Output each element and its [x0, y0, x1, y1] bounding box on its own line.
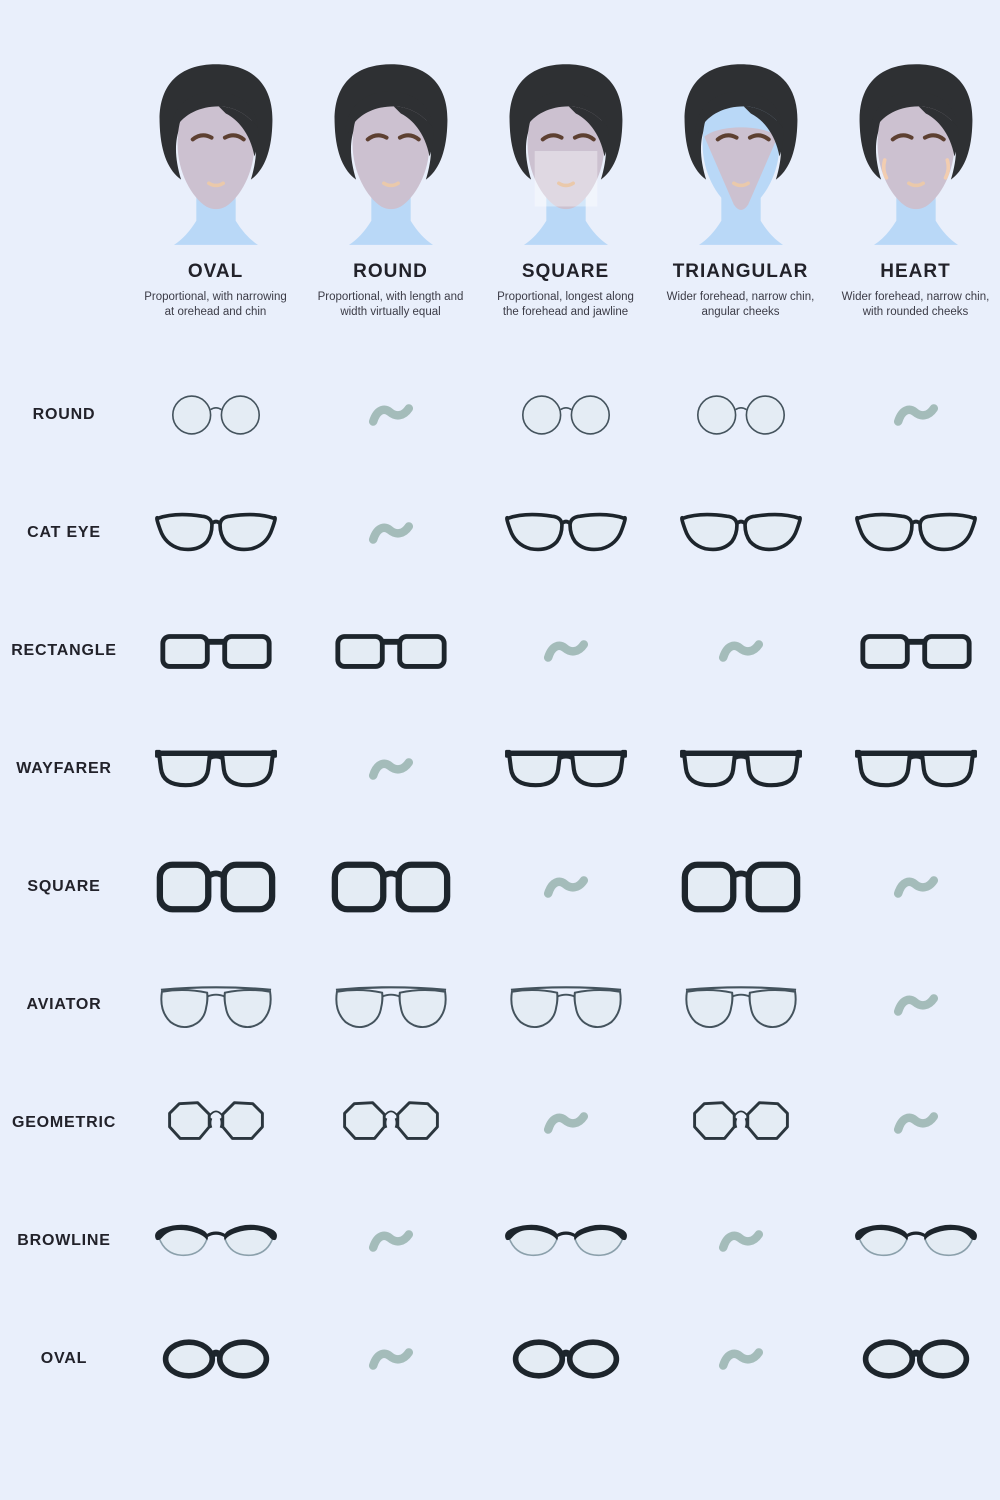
- square-glasses-icon: [128, 856, 303, 918]
- glasses-row-rectangle: [0, 592, 1000, 710]
- cat-eye-glasses-icon: [828, 503, 1000, 564]
- glasses-row-cat-eye: [0, 474, 1000, 592]
- not-suitable-tilde-icon: [828, 400, 1000, 430]
- glasses-type-label: OVAL: [40, 1350, 88, 1367]
- face-shape-column-round: [303, 58, 478, 320]
- glasses-row-wayfarer: [0, 710, 1000, 828]
- cat-eye-glasses-icon: [128, 503, 303, 564]
- rectangle-glasses-icon: [828, 622, 1000, 680]
- wayfarer-glasses-icon: [478, 740, 653, 799]
- browline-glasses-icon: [128, 1212, 303, 1271]
- face-shape-title: SQUARE: [521, 261, 610, 282]
- face-shape-column-heart: [828, 58, 1000, 320]
- geometric-glasses-icon: [303, 1094, 478, 1152]
- face-shape-title: ROUND: [353, 261, 428, 282]
- face-shapes-header: [0, 0, 1000, 320]
- glasses-row-oval: [0, 1300, 1000, 1418]
- not-suitable-tilde-icon: [303, 1226, 478, 1256]
- oval-glasses-icon: [478, 1331, 653, 1387]
- round-face-illustration: [303, 58, 478, 253]
- face-shape-description: Proportional, with length and width virtually equal: [317, 291, 464, 318]
- face-shape-column-triangular: [653, 58, 828, 320]
- oval-face-illustration: [128, 58, 303, 253]
- face-shape-title: HEART: [880, 261, 951, 282]
- aviator-glasses-icon: [653, 976, 828, 1035]
- not-suitable-tilde-icon: [828, 872, 1000, 902]
- glasses-type-label: ROUND: [32, 406, 96, 423]
- oval-glasses-icon: [128, 1331, 303, 1387]
- not-suitable-tilde-icon: [653, 1344, 828, 1374]
- glasses-row-square: [0, 828, 1000, 946]
- face-shape-title: OVAL: [187, 261, 244, 282]
- glasses-type-label: RECTANGLE: [11, 642, 117, 659]
- browline-glasses-icon: [478, 1212, 653, 1271]
- round-glasses-icon: [128, 388, 303, 442]
- heart-face-illustration: [828, 58, 1000, 253]
- not-suitable-tilde-icon: [303, 518, 478, 548]
- glasses-row-aviator: [0, 946, 1000, 1064]
- not-suitable-tilde-icon: [478, 1108, 653, 1138]
- face-shape-description: Wider forehead, narrow chin, with rounded cheeks: [841, 291, 990, 318]
- browline-glasses-icon: [828, 1212, 1000, 1271]
- glasses-row-geometric: [0, 1064, 1000, 1182]
- not-suitable-tilde-icon: [828, 1108, 1000, 1138]
- oval-glasses-icon: [828, 1331, 1000, 1387]
- not-suitable-tilde-icon: [303, 400, 478, 430]
- cat-eye-glasses-icon: [478, 503, 653, 564]
- face-shape-description: Proportional, with narrowing at orehead and chin: [144, 291, 287, 318]
- aviator-glasses-icon: [128, 976, 303, 1035]
- wayfarer-glasses-icon: [828, 740, 1000, 799]
- aviator-glasses-icon: [303, 976, 478, 1035]
- face-shape-column-square: [478, 58, 653, 320]
- not-suitable-tilde-icon: [478, 872, 653, 902]
- face-shape-title: TRIANGULAR: [672, 261, 809, 282]
- rectangle-glasses-icon: [128, 622, 303, 680]
- not-suitable-tilde-icon: [828, 990, 1000, 1020]
- wayfarer-glasses-icon: [653, 740, 828, 799]
- triangular-face-illustration: [653, 58, 828, 253]
- square-face-illustration: [478, 58, 653, 253]
- glasses-row-round: [0, 356, 1000, 474]
- square-glasses-icon: [653, 856, 828, 918]
- glasses-type-label: CAT EYE: [27, 524, 101, 541]
- square-glasses-icon: [303, 856, 478, 918]
- round-glasses-icon: [653, 388, 828, 442]
- face-shape-column-oval: [128, 58, 303, 320]
- glasses-type-label: BROWLINE: [17, 1232, 111, 1249]
- not-suitable-tilde-icon: [303, 1344, 478, 1374]
- not-suitable-tilde-icon: [653, 636, 828, 666]
- cat-eye-glasses-icon: [653, 503, 828, 564]
- geometric-glasses-icon: [128, 1094, 303, 1152]
- glasses-row-browline: [0, 1182, 1000, 1300]
- round-glasses-icon: [478, 388, 653, 442]
- aviator-glasses-icon: [478, 976, 653, 1035]
- glasses-type-label: WAYFARER: [16, 760, 112, 777]
- wayfarer-glasses-icon: [128, 740, 303, 799]
- glasses-type-label: SQUARE: [27, 878, 101, 895]
- face-shape-description: Wider forehead, narrow chin, angular cheeks: [666, 291, 815, 318]
- rectangle-glasses-icon: [303, 622, 478, 680]
- glasses-matrix: [0, 356, 1000, 1418]
- not-suitable-tilde-icon: [478, 636, 653, 666]
- face-shape-description: Proportional, longest along the forehead and jawline: [497, 291, 634, 318]
- not-suitable-tilde-icon: [653, 1226, 828, 1256]
- glasses-type-label: AVIATOR: [26, 996, 102, 1013]
- not-suitable-tilde-icon: [303, 754, 478, 784]
- glasses-type-label: GEOMETRIC: [11, 1114, 117, 1131]
- geometric-glasses-icon: [653, 1094, 828, 1152]
